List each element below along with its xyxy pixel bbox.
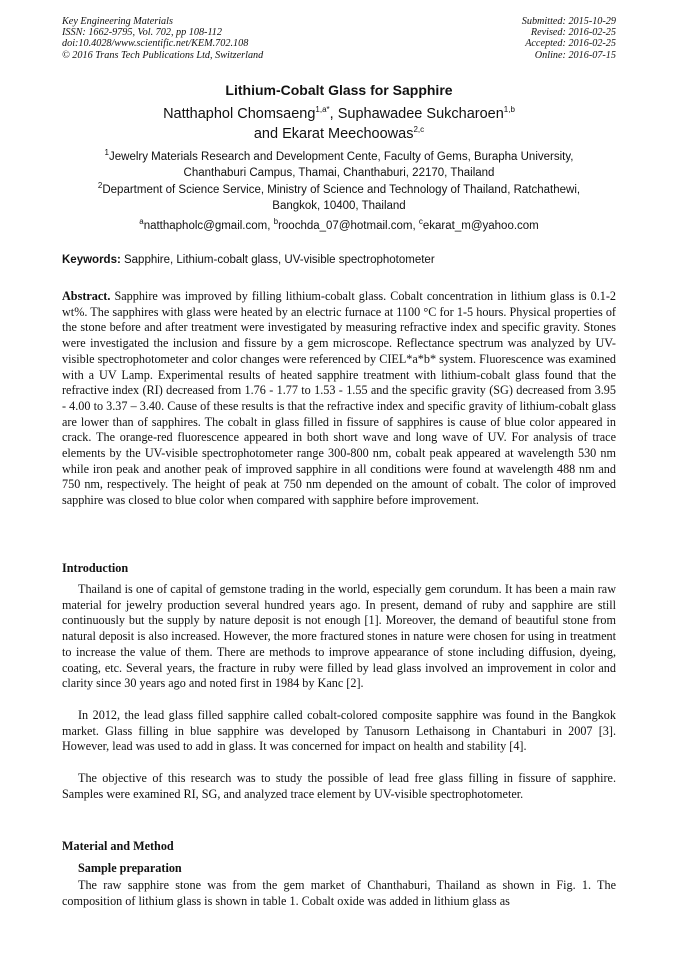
affiliation-1-line2: Chanthaburi Campus, Thamai, Chanthaburi, 22170, Thailand xyxy=(183,167,495,179)
affiliation-2-line2: Bangkok, 10400, Thailand xyxy=(272,200,406,212)
author-list xyxy=(0,104,678,144)
email-c: ekarat_m@yahoo.com xyxy=(422,220,539,232)
affiliation-1 xyxy=(62,149,616,181)
affiliation-2-line1: Department of Science Service, Ministry of Science and Technology of Thailand, Ratchathewi, xyxy=(102,184,581,196)
abstract-text: Sapphire was improved by filling lithium-cobalt glass. Cobalt concentration in lithium glass is 0.1-2 wt%. The sapphires with glass were heated by an electric furnace at 1100 °C for 1-5 hours. Physical properties of the stone before and after treatment were investigated by measuring refractive index and specific gravity. Stones were investigated the inclusion and fissure by a gem microscope. Reflectance spectrum was analyzed by UV-visible spectrophotometer and color changes were referenced by CIEL*a*b* system. Fluorescence was examined with a UV Lamp. Experimental results of heated sapphire treatment with lithium-cobalt glass found that the refractive index (RI) decreased from 1.76 - 1.77 to 1.53 - 1.55 and the specific gravity (SG) decreased from 3.95 - 4.00 to 3.37 – 3.40. Cause of these results is that the refractive index and specific gravity of lithium-cobalt glass are lower than of sapphires. The cobalt in glass filled in fissure of sapphires is cause of blue color appeared in crack. The orange-red fluorescence appeared in both short wave and long wave of UV. For analysis of trace elements by the UV-visible spectrophotometer range 300-800 nm, cobalt peak appeared at wavelength 530 nm while iron peak and another peak of improved sapphire in all conditions were found at wavelength 488 nm and 750 nm, respectively. The height of peak at 750 nm depended on the amount of cobalt. The color of improved sapphire was closed to blue color when compared with sapphire before improvement. xyxy=(62,289,616,508)
email-a-mark: a xyxy=(139,217,144,227)
journal-header-left xyxy=(62,16,263,61)
intro-paragraph-3: The objective of this research was to study the possible of lead free glass filling in fissure of sapphire. Samples were examined RI, SG, and analyzed trace element by UV-visible spectrophotometer. xyxy=(62,771,616,801)
author-emails xyxy=(62,218,616,234)
journal-header-right xyxy=(522,16,616,61)
author-2: Suphawadee Sukcharoen xyxy=(337,106,504,122)
email-c-mark: c xyxy=(418,217,423,227)
date-accepted: Accepted: 2016-02-25 xyxy=(525,38,616,50)
material-paragraph-1: The raw sapphire stone was from the gem market of Chanthaburi, Thailand as shown in Fig. 1. The composition of lithium glass is shown in table 1. Cobalt oxide was added in lithium glass as xyxy=(62,878,616,908)
intro-paragraph-1: Thailand is one of capital of gemstone trading in the world, especially gem corundum. It has been a main raw material for jewelry production several hundred years ago. In present, demand of ruby and sapphire are still continuously but the supply by nature deposit is not enough [1]. Moreover, the demand of beautiful stone from natural deposit is also increased. However, the more fractured stones in nature were chosen for using in treatment to increase the value of them. There are methods to improve appearance of stone including diffusion, dyeing, coating, etc. Several years, the fracture in ruby were filled by lead glass involved an improvement in color and clarity since 30 years ago and noted first in 1984 by Kanc [2]. xyxy=(62,582,616,691)
author-and: and xyxy=(253,126,283,142)
journal-name: Key Engineering Materials xyxy=(62,16,173,27)
keywords-text: Sapphire, Lithium-cobalt glass, UV-visible spectrophotometer xyxy=(120,254,435,266)
email-b: roochda_07@hotmail.com, xyxy=(278,220,419,232)
affiliation-2-mark: 2 xyxy=(97,181,103,191)
affiliation-2 xyxy=(62,182,616,214)
date-online: Online: 2016-07-15 xyxy=(534,49,616,61)
author-3-affil: 2,c xyxy=(413,125,425,135)
intro-paragraph-2: In 2012, the lead glass filled sapphire called cobalt-colored composite sapphire was found in the Bangkok market. Glass filling in blue sapphire was developed by Tanusorn Lethaisong in Chantaburi in 2007 [3]. However, lead was used to add in glass. It was concerned for impact on health and stability [4]. xyxy=(62,708,616,754)
affiliation-1-mark: 1 xyxy=(104,148,109,158)
abstract xyxy=(62,289,616,509)
keywords-label: Keywords: xyxy=(62,254,121,266)
abstract-label: Abstract. xyxy=(62,289,111,303)
journal-doi: doi:10.4028/www.scientific.net/KEM.702.108 xyxy=(62,38,249,50)
author-1: Natthaphol Chomsaeng xyxy=(163,106,316,122)
date-revised: Revised: 2016-02-25 xyxy=(530,27,616,39)
sample-preparation-subheading: Sample preparation xyxy=(78,861,182,875)
author-1-affil: 1,a* xyxy=(315,105,330,115)
author-3: Ekarat Meechoowas xyxy=(282,126,414,142)
introduction-heading: Introduction xyxy=(62,561,129,575)
author-2-affil: 1,b xyxy=(503,105,515,115)
email-a: natthapholc@gmail.com, xyxy=(143,220,274,232)
material-method-heading: Material and Method xyxy=(62,839,174,853)
journal-issn: ISSN: 1662-9795, Vol. 702, pp 108-112 xyxy=(62,27,222,39)
journal-copyright: © 2016 Trans Tech Publications Ltd, Switzerland xyxy=(62,49,264,61)
keywords xyxy=(62,254,616,266)
author-separator: , xyxy=(329,106,338,122)
date-submitted: Submitted: 2015-10-29 xyxy=(521,16,616,27)
affiliation-1-line1: Jewelry Materials Research and Development Cente, Faculty of Gems, Burapha University, xyxy=(109,151,574,163)
paper-title: Lithium-Cobalt Glass for Sapphire xyxy=(225,82,453,98)
email-b-mark: b xyxy=(273,217,279,227)
